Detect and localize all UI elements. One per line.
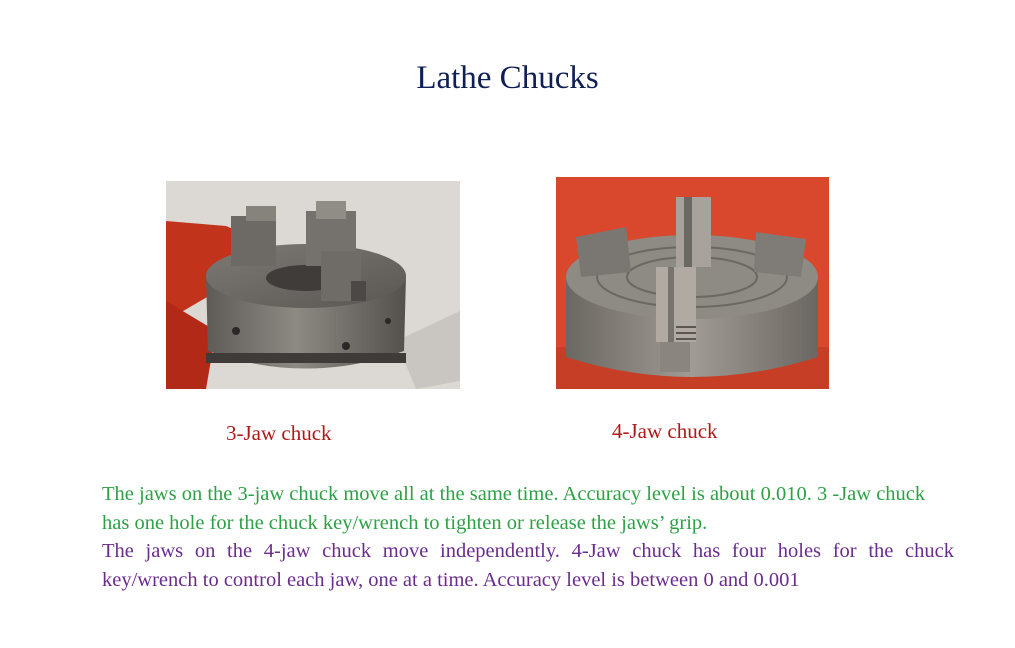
four-jaw-caption: 4-Jaw chuck [612, 419, 718, 443]
four-jaw-description: The jaws on the 4-jaw chuck move independently. 4-Jaw chuck has four holes for the chuck key/wrench to control each jaw, one at a time. Accuracy level is between 0 and 0.001 [102, 540, 954, 592]
three-jaw-description: The jaws on the 3-jaw chuck move all at the same time. Accuracy level is about 0.010. 3 -Jaw chuck has one hole for the chuck key/wrench to tighten or release the jaws’ grip. [102, 483, 926, 534]
slide-title: Lathe Chucks [416, 60, 599, 96]
description-text [102, 480, 954, 595]
three-jaw-chuck-image [166, 181, 460, 389]
four-jaw-chuck-image [556, 177, 829, 389]
three-jaw-caption: 3-Jaw chuck [226, 421, 332, 445]
